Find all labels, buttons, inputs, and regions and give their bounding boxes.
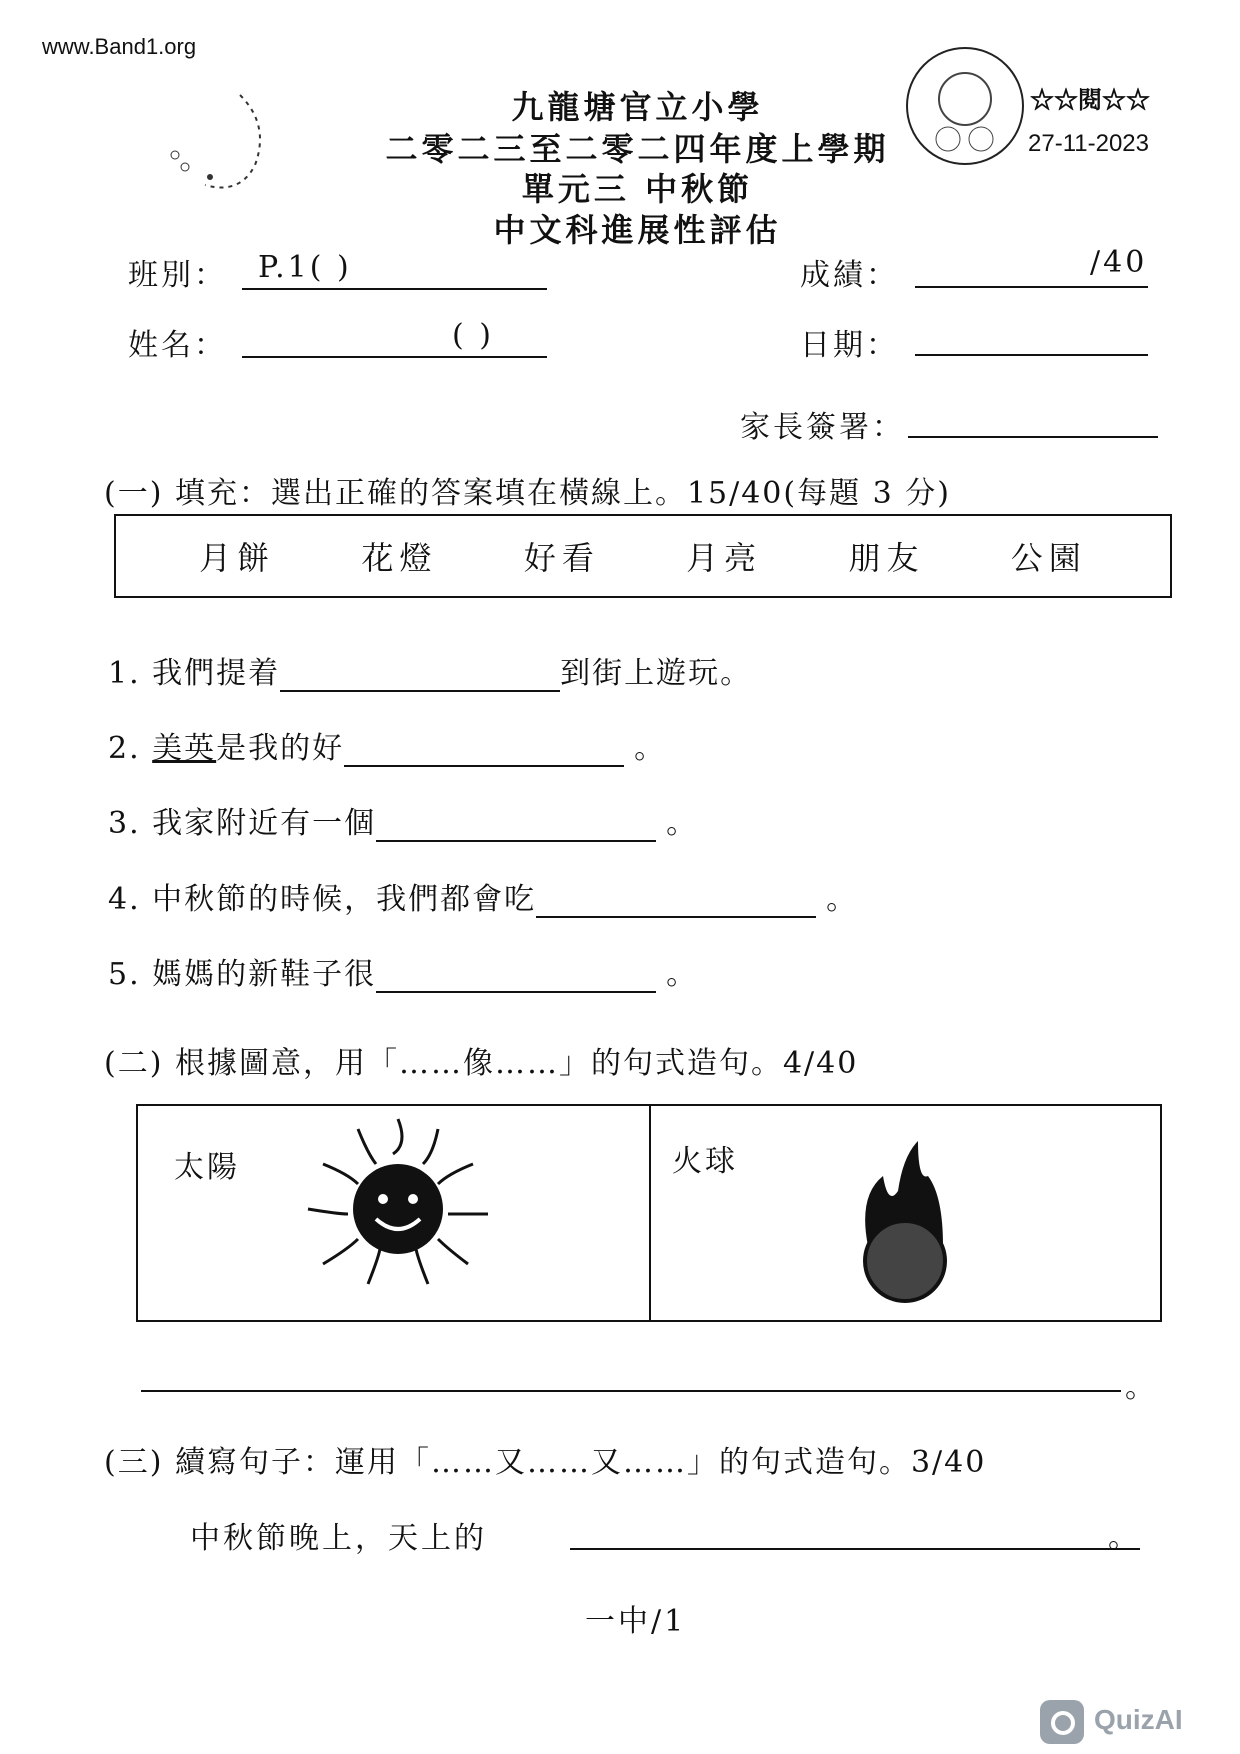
fireball-icon [848, 1136, 958, 1306]
sentence-end: 。 [1125, 1370, 1158, 1405]
word-bank-item: 花燈 [361, 539, 438, 577]
score-total: /40 [1090, 245, 1148, 280]
name-field[interactable] [242, 356, 547, 358]
quizai-brand: QuizAI [1094, 1704, 1183, 1735]
answer-blank[interactable] [536, 882, 816, 918]
checked-stamp: ☆☆閱☆☆ [1030, 85, 1150, 114]
question-2 [108, 723, 666, 767]
parent-signature-field[interactable] [908, 436, 1158, 438]
name-label: 姓名： [128, 328, 227, 363]
sun-label: 太陽 [174, 1150, 240, 1185]
date-field[interactable] [915, 354, 1148, 356]
answer-blank[interactable] [280, 656, 560, 692]
question-text: 1. 我們提着 [108, 656, 281, 691]
word-bank-item: 月亮 [686, 539, 763, 577]
term: 二零二三至二零二四年度上學期 [385, 130, 890, 168]
score-field[interactable] [915, 286, 1148, 288]
answer-blank[interactable] [376, 957, 656, 993]
page-number: 一中/1 [585, 1604, 687, 1639]
sun-icon [298, 1114, 498, 1294]
unit-title: 單元三 中秋節 [521, 170, 754, 208]
answer-blank[interactable] [376, 806, 656, 842]
class-label: 班別： [128, 258, 227, 293]
score-label: 成績： [800, 258, 899, 293]
stamp-date: 27-11-2023 [1028, 130, 1149, 157]
question-5 [108, 949, 698, 993]
class-value: P.1( ) [258, 250, 352, 285]
question-number: 2. [108, 731, 153, 766]
sentence-answer-line[interactable] [141, 1390, 1121, 1392]
question-text: 5. 媽媽的新鞋子很 [108, 957, 377, 992]
continue-sentence-field[interactable] [570, 1548, 1140, 1550]
watermark: www.Band1.org [42, 34, 197, 59]
proper-noun: 美英 [152, 731, 217, 766]
section3-heading: (三) 續寫句子：運用「……又……又……」的句式造句。3/40 [104, 1445, 987, 1480]
sentence-end: 。 [1108, 1520, 1141, 1555]
parent-signature-label: 家長簽署： [740, 410, 905, 445]
question-text: 到街上遊玩。 [560, 656, 753, 691]
question-text: 。 [666, 957, 699, 992]
question-text: 4. 中秋節的時候，我們都會吃 [108, 882, 537, 917]
question-4 [108, 874, 858, 918]
question-text: 。 [634, 731, 667, 766]
class-number-paren: ( ) [452, 318, 494, 353]
word-bank-item: 好看 [523, 539, 600, 577]
fireball-label: 火球 [672, 1144, 738, 1179]
question-text: 。 [666, 806, 699, 841]
word-bank-item: 公園 [1010, 539, 1087, 577]
school-name: 九龍塘官立小學 [511, 88, 764, 126]
word-bank-item: 朋友 [848, 539, 925, 577]
date-label: 日期： [800, 328, 899, 363]
answer-blank[interactable] [344, 731, 624, 767]
word-bank [114, 514, 1172, 598]
sentence-prompt: 中秋節晚上，天上的 [190, 1521, 487, 1556]
question-1 [108, 648, 752, 692]
word-bank-item: 月餅 [199, 539, 276, 577]
picture-box [136, 1104, 1162, 1322]
question-text: 。 [826, 882, 859, 917]
teacher-stamp-icon [903, 44, 1027, 168]
question-text: 是我的好 [216, 731, 345, 766]
divider [649, 1106, 651, 1320]
class-field[interactable] [242, 288, 547, 290]
section2-heading: (二) 根據圖意，用「……像……」的句式造句。4/40 [104, 1046, 859, 1081]
question-text: 3. 我家附近有一個 [108, 806, 377, 841]
quizai-logo-icon [1040, 1700, 1084, 1744]
question-3 [108, 798, 698, 842]
section1-heading: (一) 填充：選出正確的答案填在橫線上。15/40(每題 3 分) [104, 476, 951, 511]
assessment-title: 中文科進展性評估 [493, 211, 782, 249]
